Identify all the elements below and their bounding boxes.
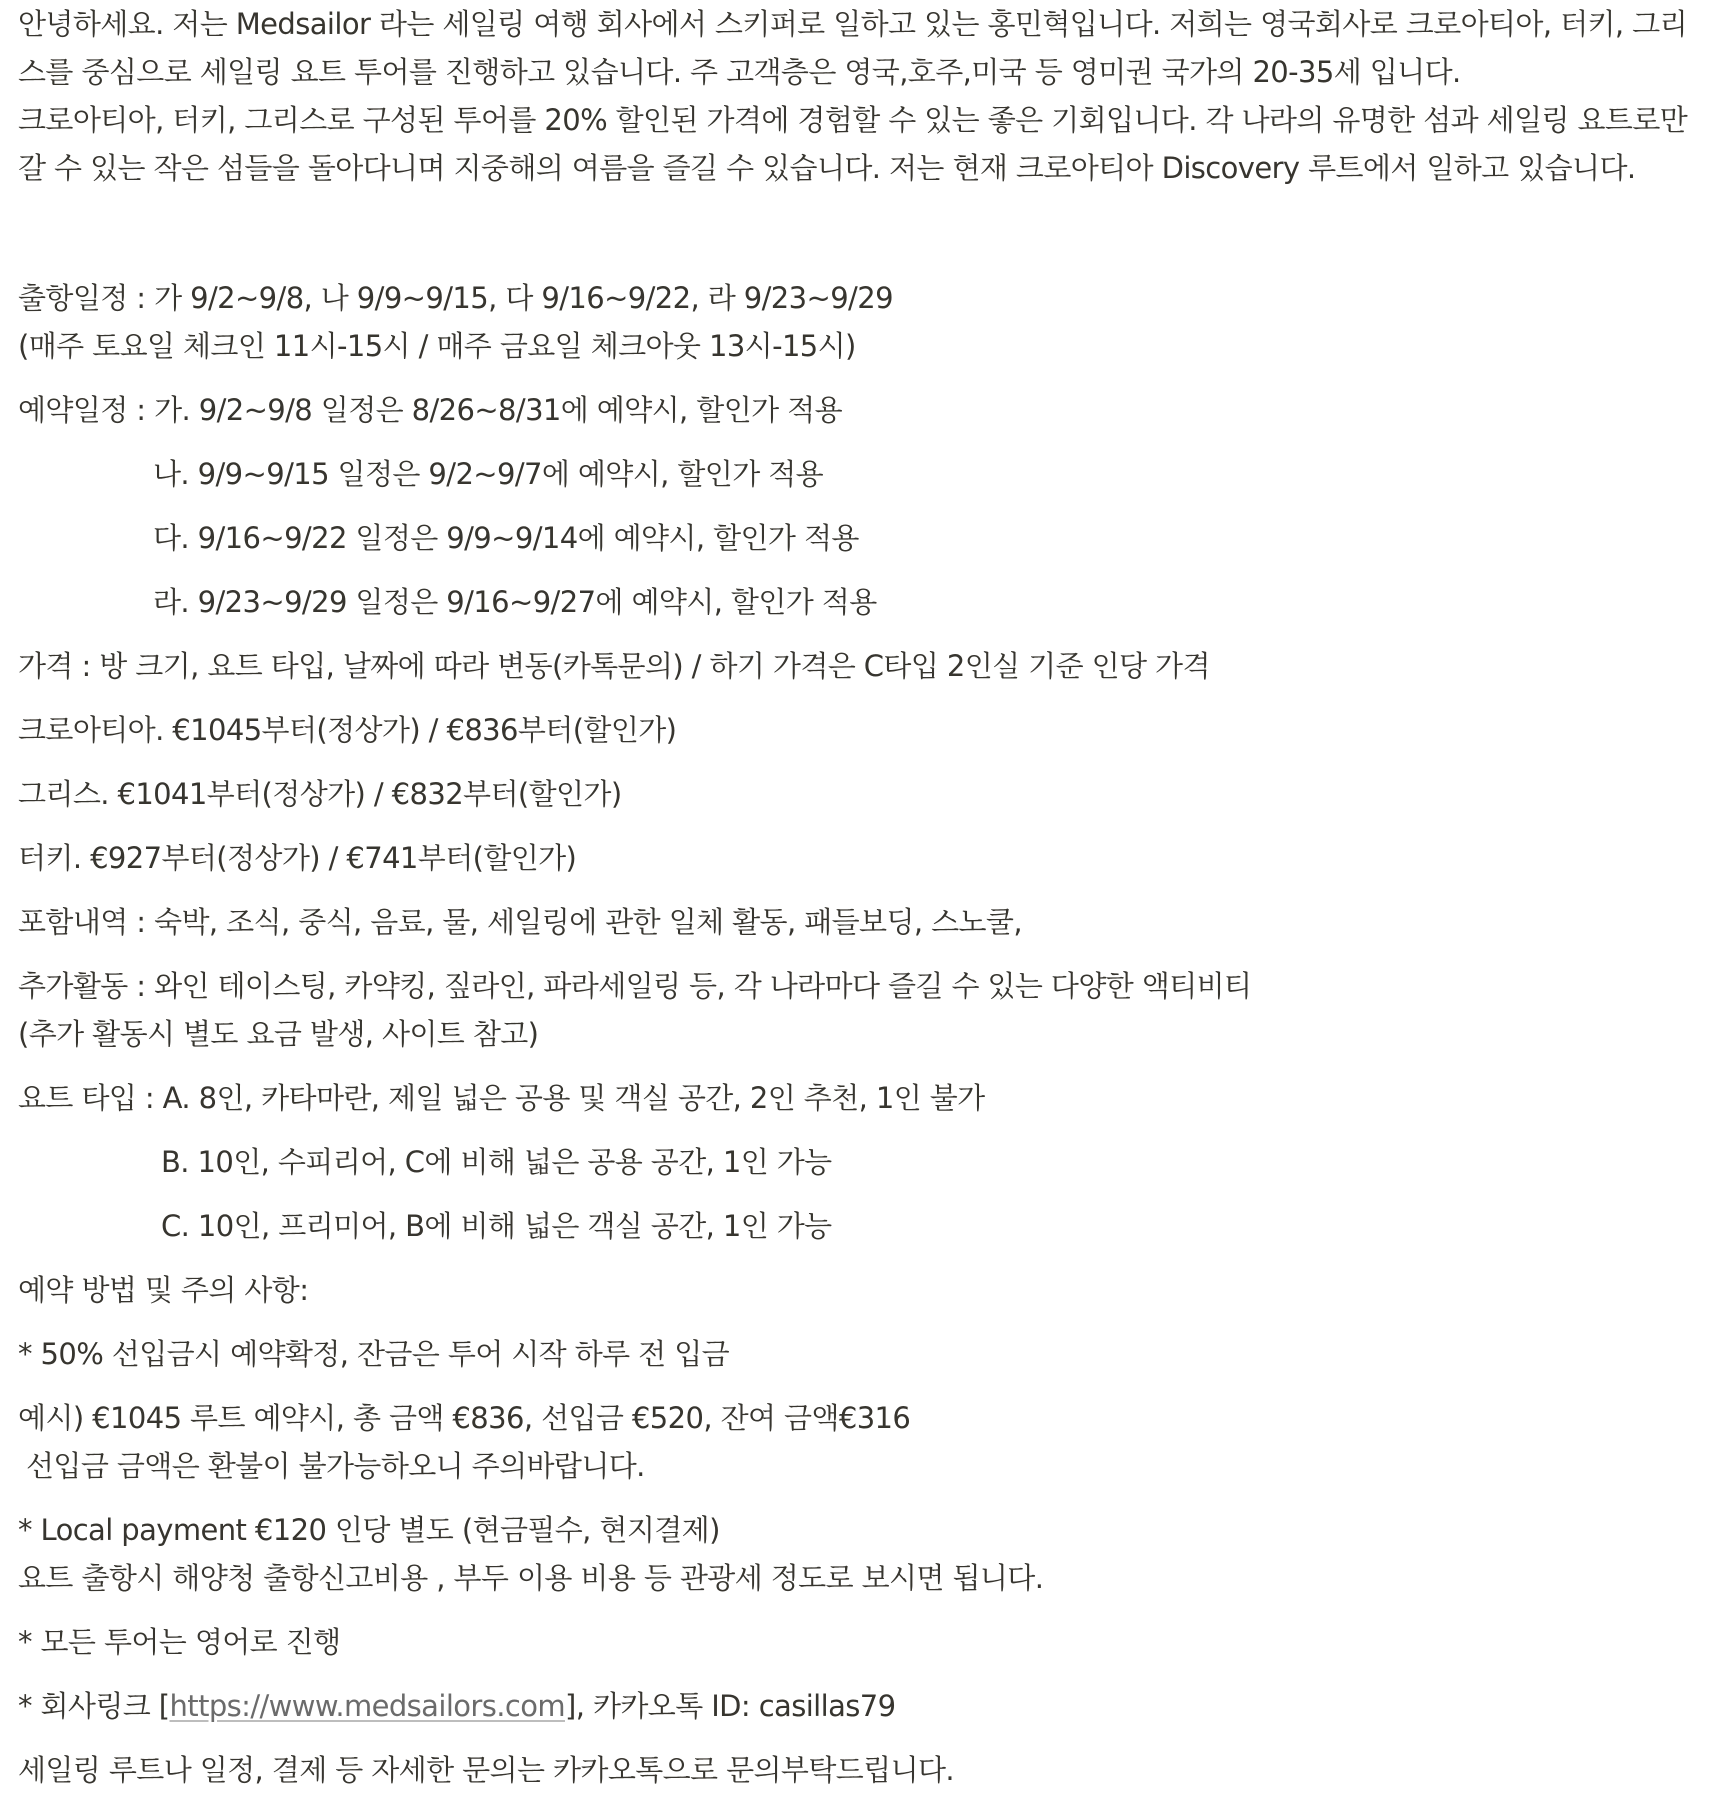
local-payment-detail: 요트 출항시 해양청 출항신고비용 , 부두 이용 비용 등 관광세 정도로 보시면 됩니다. — [18, 1561, 1044, 1595]
booking-schedule-a: 예약일정 : 가. 9/2~9/8 일정은 8/26~8/31에 예약시, 할인가 적용 — [18, 393, 842, 427]
yacht-type-c: C. 10인, 프리미어, B에 비해 넓은 객실 공간, 1인 가능 — [161, 1209, 832, 1243]
link-suffix: ], 카카오톡 ID: casillas79 — [565, 1689, 896, 1723]
intro-line-4: 갈 수 있는 작은 섬들을 돌아다니며 지중해의 여름을 즐길 수 있습니다. 저는 현재 크로아티아 Discovery 루트에서 일하고 있습니다. — [18, 151, 1636, 185]
contact-note: 세일링 루트나 일정, 결제 등 자세한 문의는 카카오톡으로 문의부탁드립니다. — [18, 1753, 955, 1787]
included-items: 포함내역 : 숙박, 조식, 중식, 음료, 물, 세일링에 관한 일체 활동, 패들보딩, 스노쿨, — [18, 905, 1022, 939]
price-header: 가격 : 방 크기, 요트 타입, 날짜에 따라 변동(카톡문의) / 하기 가격은 C타입 2인실 기준 인당 가격 — [18, 649, 1210, 683]
checkin-checkout-times: (매주 토요일 체크인 11시-15시 / 매주 금요일 체크아웃 13시-15시) — [18, 329, 856, 363]
company-link-line — [18, 1682, 1718, 1730]
document-body — [18, 0, 1718, 1794]
intro-line-1: 안녕하세요. 저는 Medsailor 라는 세일링 여행 회사에서 스키퍼로 일하고 있는 홍민혁입니다. 저희는 영국회사로 크로아티아, 터키, 그리 — [18, 7, 1687, 41]
link-prefix: * 회사링크 [ — [18, 1689, 170, 1723]
yacht-type-b: B. 10인, 수피리어, C에 비해 넓은 공용 공간, 1인 가능 — [161, 1145, 832, 1179]
departure-schedule: 출항일정 : 가 9/2~9/8, 나 9/9~9/15, 다 9/16~9/22, 라 9/23~9/29 — [18, 281, 893, 315]
booking-schedule-b: 나. 9/9~9/15 일정은 9/2~9/7에 예약시, 할인가 적용 — [153, 457, 824, 491]
extra-activities-note: (추가 활동시 별도 요금 발생, 사이트 참고) — [18, 1017, 539, 1051]
price-greece: 그리스. €1041부터(정상가) / €832부터(할인가) — [18, 777, 622, 811]
intro-line-3: 크로아티아, 터키, 그리스로 구성된 투어를 20% 할인된 가격에 경험할 수 있는 좋은 기회입니다. 각 나라의 유명한 섬과 세일링 요트로만 — [18, 103, 1688, 137]
english-tour-note: * 모든 투어는 영어로 진행 — [18, 1625, 341, 1659]
notes-header: 예약 방법 및 주의 사항: — [18, 1273, 309, 1307]
deposit-note: * 50% 선입금시 예약확정, 잔금은 투어 시작 하루 전 입금 — [18, 1337, 730, 1371]
booking-schedule-c: 다. 9/16~9/22 일정은 9/9~9/14에 예약시, 할인가 적용 — [153, 521, 859, 555]
yacht-type-a: 요트 타입 : A. 8인, 카타마란, 제일 넓은 공용 및 객실 공간, 2인 추천, 1인 불가 — [18, 1081, 985, 1115]
price-turkey: 터키. €927부터(정상가) / €741부터(할인가) — [18, 841, 577, 875]
extra-activities: 추가활동 : 와인 테이스팅, 카약킹, 짚라인, 파라세일링 등, 각 나라마다 즐길 수 있는 다양한 액티비티 — [18, 969, 1252, 1003]
booking-schedule-d: 라. 9/23~9/29 일정은 9/16~9/27에 예약시, 할인가 적용 — [153, 585, 877, 619]
local-payment-note: * Local payment €120 인당 별도 (현금필수, 현지결제) — [18, 1513, 720, 1547]
payment-example: 예시) €1045 루트 예약시, 총 금액 €836, 선입금 €520, 잔여 금액€316 — [18, 1401, 911, 1435]
company-website-link[interactable]: https://www.medsailors.com — [169, 1689, 565, 1723]
nonrefundable-note: 선입금 금액은 환불이 불가능하오니 주의바랍니다. — [26, 1449, 645, 1483]
intro-line-2: 스를 중심으로 세일링 요트 투어를 진행하고 있습니다. 주 고객층은 영국,호주,미국 등 영미권 국가의 20-35세 입니다. — [18, 55, 1461, 89]
price-croatia: 크로아티아. €1045부터(정상가) / €836부터(할인가) — [18, 713, 677, 747]
